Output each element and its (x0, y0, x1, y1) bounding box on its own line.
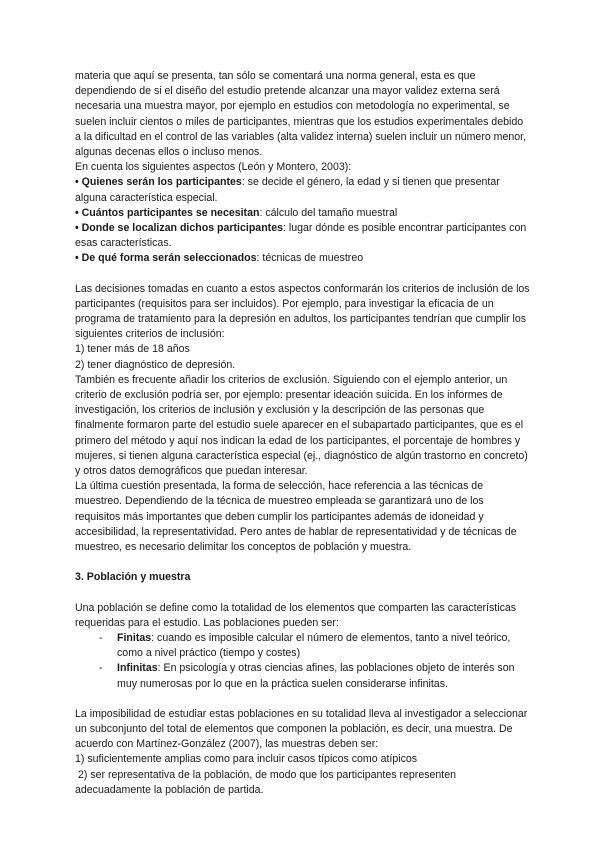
aspect-text: : cálculo del tamaño muestral (259, 206, 398, 219)
document-page (75, 69, 530, 798)
aspect-item (75, 175, 530, 205)
spacer (75, 692, 530, 707)
aspect-item (75, 206, 530, 221)
exclusion-paragraph: También es frecuente añadir los criterios de exclusión. Siguiendo con el ejemplo anterior, un criterio de exclusión podría ser, por ejemplo: presentar ideación suicida. En los informes de investigación, los criterios de inclusión y exclusión y la descripción de las personas que finalmente formaron parte del estudio suele aparecer en el subapartado participantes, que es el primero del método y aquí nos indican la edad de los participantes, el porcentaje de hombres y mujeres, si tienen alguna característica especial (ej., diagnóstico de algún trastorno en concreto) y otros datos demográficos que puedan interesar. (75, 373, 528, 478)
aspects-intro: En cuenta los siguientes aspectos (León y Montero, 2003): (75, 161, 352, 174)
intro-paragraph: materia que aquí se presenta, tan sólo se comentará una norma general, esta es que dependiendo de si el diseño del estudio pretende alcanzar una mayor validez externa será necesaria una muestra mayor, por ejemplo en estudios con metodología no experimental, se suelen incluir cientos o miles de participantes, mientras que los estudios experimentales debido a la dificultad en el control de las variables (alta validez interna) suelen incluir un número menor, algunas decenas ellos o incluso menos. (75, 70, 527, 159)
sample-paragraph: La imposibilidad de estudiar estas poblaciones en su totalidad lleva al investigador a seleccionar un subconjunto del total de elementos que componen la población, es decir, una muestra. De acuerdo con Martínez-González (2007), las muestras deben ser: (75, 707, 528, 751)
requirement-item: 1) suficientemente amplias como para incluir casos típicos como atípicos (75, 753, 418, 766)
type-title: Finitas (117, 631, 152, 644)
type-title: Infinitas (117, 662, 158, 675)
decisions-paragraph: Las decisiones tomadas en cuanto a estos aspectos conformarán los criterios de inclusión de los participantes (requisitos para ser incluidos). Por ejemplo, para investigar la eficacia de un programa de tratamiento para la depresión en adultos, los participantes tendrían que cumplir los siguientes criterios de inclusión: (75, 282, 530, 341)
aspect-text: : técnicas de muestreo (256, 252, 364, 265)
aspect-text: : lugar dónde es posible encontrar participantes con esas características. (75, 222, 527, 250)
spacer (75, 555, 530, 570)
sampling-paragraph: La última cuestión presentada, la forma de selección, hace referencia a las técnicas de muestreo. Dependiendo de la técnica de muestreo empleada se garantizará uno de los requisitos más importantes que deben cumplir los participantes además de idoneidad y accesibilidad, la representatividad. Pero antes de hablar de representatividad y de técnicas de muestreo, es necesario delimitar los conceptos de población y muestra. (75, 480, 517, 554)
population-paragraph: Una población se define como la totalidad de los elementos que comparten las características requeridas para el estudio. Las poblaciones pueden ser: (75, 601, 517, 629)
aspect-text: : se decide el género, la edad y si tienen que presentar alguna característica especial. (75, 176, 500, 204)
aspect-title: • De qué forma serán seleccionados (75, 252, 257, 265)
aspect-title: • Cuántos participantes se necesitan (75, 206, 260, 219)
aspect-title: • Donde se localizan dichos participantes (75, 222, 283, 235)
list-item (99, 661, 530, 691)
aspect-title: • Quienes serán los participantes (75, 176, 242, 189)
aspect-item (75, 251, 530, 266)
spacer (75, 267, 530, 282)
requirement-item: 2) ser representativa de la población, de modo que los participantes representen adecuadamente la población de partida. (75, 768, 459, 796)
criterion-item: 1) tener más de 18 años (75, 343, 190, 356)
section-heading: 3. Población y muestra (75, 571, 191, 584)
population-types-list (75, 631, 530, 692)
spacer (75, 586, 530, 601)
type-text: : cuando es imposible calcular el número de elementos, tanto a nivel teórico, como a nivel práctico (tiempo y costes) (117, 631, 511, 660)
list-item (99, 631, 530, 661)
type-text: : En psicología y otras ciencias afines, las poblaciones objeto de interés son muy numerosas por lo que en la práctica suelen considerarse infinitas. (117, 662, 515, 690)
criterion-item: 2) tener diagnóstico de depresión. (75, 358, 236, 371)
aspect-item (75, 221, 530, 251)
